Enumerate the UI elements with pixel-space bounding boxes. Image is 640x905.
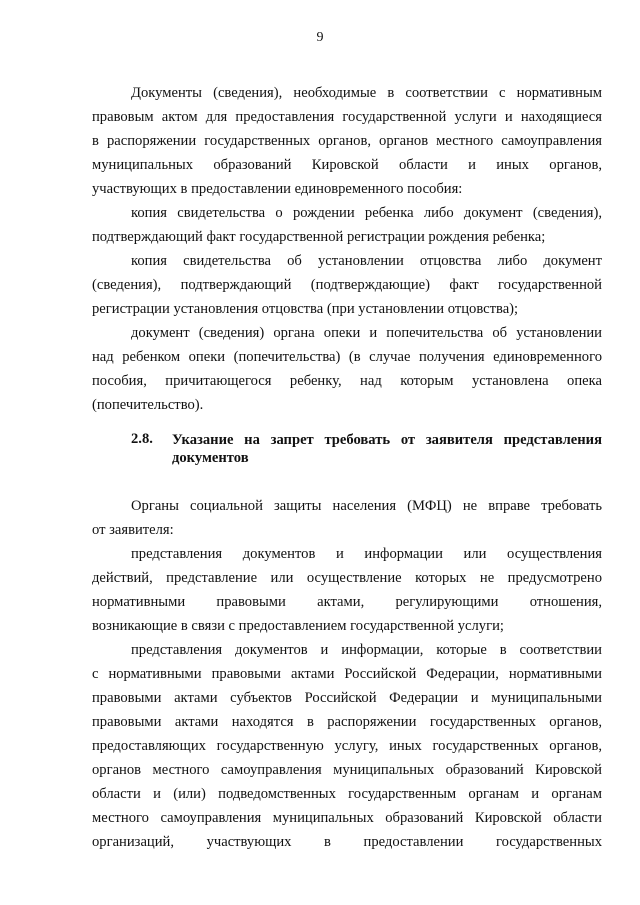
- text-line: правовыми актами субъектов Российской Федерации и муниципальными: [92, 690, 602, 706]
- text-line: органов местного самоуправления муниципальных образований Кировской: [92, 762, 602, 778]
- text-line: (сведения), подтверждающий (подтверждающие) факт государственной: [92, 277, 602, 293]
- text-line: документ (сведения) органа опеки и попечительства об установлении: [131, 325, 602, 341]
- text-line: копия свидетельства о рождении ребенка либо документ (сведения),: [131, 205, 602, 221]
- text-line: (попечительство).: [92, 397, 204, 413]
- text-line: над ребенком опеки (попечительства) (в случае получения единовременного: [92, 349, 602, 365]
- text-line: нормативными правовыми актами, регулирующими отношения,: [92, 594, 602, 610]
- text-line: пособия, причитающегося ребенку, над которым установлена опека: [92, 373, 602, 389]
- text-line: местного самоуправления муниципальных образований Кировской области: [92, 810, 602, 826]
- text-line: копия свидетельства об установлении отцовства либо документ: [131, 253, 602, 269]
- text-line: Документы (сведения), необходимые в соответствии с нормативным: [131, 85, 602, 101]
- text-line: организаций, участвующих в предоставлении государственных: [92, 834, 602, 850]
- text-line: предоставляющих государственную услугу, иных государственных органов,: [92, 738, 602, 754]
- text-line: подтверждающий факт государственной регистрации рождения ребенка;: [92, 229, 546, 245]
- text-line: правовыми актами находятся в распоряжении государственных органов,: [92, 714, 602, 730]
- page-number: 9: [316, 30, 324, 45]
- text-line: представления документов и информации, которые в соответствии: [131, 642, 602, 658]
- text-line: от заявителя:: [92, 522, 174, 538]
- section-heading-line: Указание на запрет требовать от заявителя представления: [172, 432, 602, 448]
- text-line: муниципальных образований Кировской области и иных органов,: [92, 157, 602, 173]
- text-line: в распоряжении государственных органов, органов местного самоуправления: [92, 133, 602, 149]
- text-line: возникающие в связи с предоставлением государственной услуги;: [92, 618, 504, 634]
- section-heading-line: документов: [172, 450, 249, 466]
- section-number: 2.8.: [131, 431, 153, 447]
- text-line: правовым актом для предоставления государственной услуги и находящиеся: [92, 109, 602, 125]
- text-line: области и (или) подведомственных государственным органам и органам: [92, 786, 602, 802]
- text-line: регистрации установления отцовства (при установлении отцовства);: [92, 301, 519, 317]
- text-line: с нормативными правовыми актами Российской Федерации, нормативными: [92, 666, 602, 682]
- text-line: действий, представление или осуществление которых не предусмотрено: [92, 570, 602, 586]
- text-line: участвующих в предоставлении единовременного пособия:: [92, 181, 463, 197]
- text-line: Органы социальной защиты населения (МФЦ) не вправе требовать: [131, 498, 602, 514]
- text-line: представления документов и информации или осуществления: [131, 546, 602, 562]
